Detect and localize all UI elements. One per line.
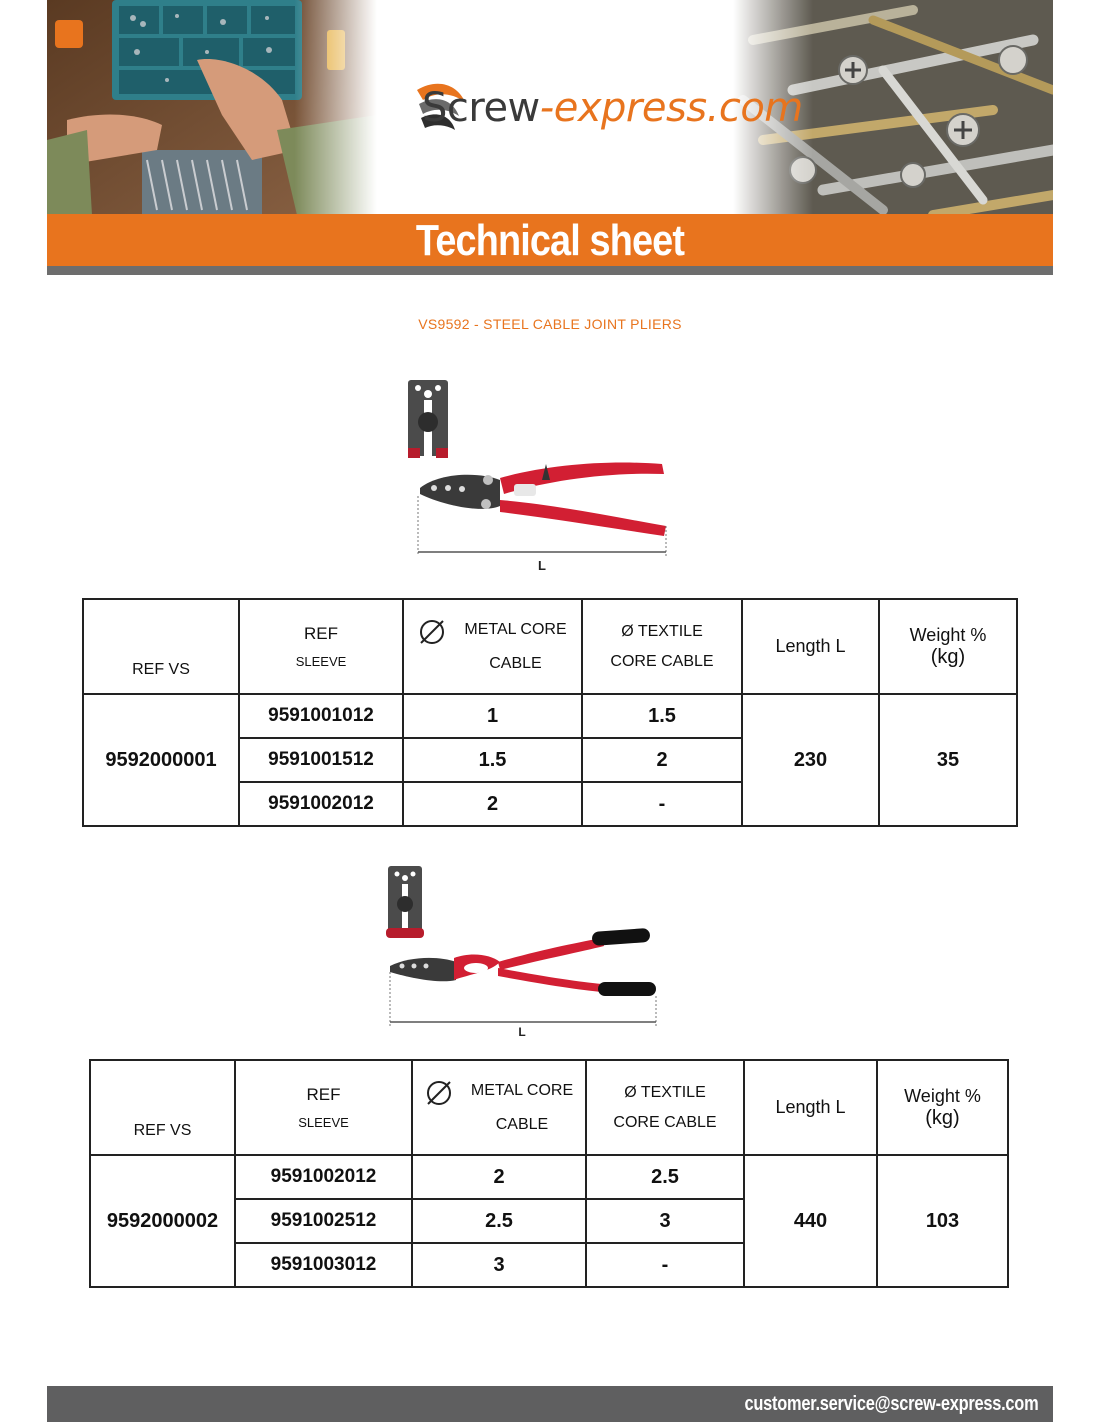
brand-name-suffix: -express.com — [539, 85, 803, 131]
col-textile-label-1: Ø TEXTILE — [621, 622, 703, 640]
pliers-small-image — [400, 376, 680, 572]
col-metal-core — [412, 1060, 586, 1155]
textile-cell: 3 — [586, 1199, 744, 1243]
header-row — [83, 599, 1017, 694]
table-row — [83, 694, 1017, 738]
sleeve-cell: 9591003012 — [235, 1243, 412, 1287]
col-textile-core — [586, 1060, 744, 1155]
jaw-detail-icon — [408, 380, 448, 458]
col-weight-label-2: (kg) — [925, 1106, 960, 1129]
weight-cell: 103 — [877, 1155, 1008, 1287]
jaw-detail-icon — [386, 866, 424, 938]
weight-cell: 35 — [879, 694, 1017, 826]
metal-cell: 1.5 — [403, 738, 582, 782]
metal-cell: 2.5 — [412, 1199, 586, 1243]
col-metal-label-1: METAL CORE — [470, 1081, 574, 1099]
spec-table-2 — [89, 1059, 1009, 1288]
header-banner — [47, 0, 1053, 215]
dimension-label: L — [538, 558, 546, 572]
col-length: Length L — [742, 599, 879, 694]
textile-cell: 2.5 — [586, 1155, 744, 1199]
metal-cell: 2 — [412, 1155, 586, 1199]
col-metal-label-2: CABLE — [495, 1115, 549, 1133]
title-bar-shadow — [47, 266, 1053, 275]
col-sleeve-label: SLEEVE — [295, 654, 347, 669]
col-textile-core — [582, 599, 742, 694]
length-cell: 230 — [742, 694, 879, 826]
textile-cell: - — [582, 782, 742, 826]
table-row — [90, 1155, 1008, 1199]
dimension-label: L — [518, 1025, 526, 1039]
pliers-large-image — [380, 862, 670, 1040]
col-weight — [879, 599, 1017, 694]
diameter-icon — [425, 1079, 453, 1107]
ref-vs-cell: 9592000002 — [90, 1155, 235, 1287]
header-row — [90, 1060, 1008, 1155]
col-metal-label-2: CABLE — [489, 654, 542, 672]
col-ref-sleeve — [235, 1060, 412, 1155]
contact-email-link[interactable]: customer.service@screw-express.com — [744, 1393, 1038, 1415]
sleeve-cell: 9591001512 — [239, 738, 403, 782]
spec-table-1 — [82, 598, 1018, 827]
textile-cell: - — [586, 1243, 744, 1287]
sleeve-cell: 9591001012 — [239, 694, 403, 738]
metal-cell: 1 — [403, 694, 582, 738]
sleeve-cell: 9591002012 — [239, 782, 403, 826]
brand-name — [422, 85, 803, 131]
col-weight-label-1: Weight % — [909, 624, 987, 645]
ref-vs-cell: 9592000001 — [83, 694, 239, 826]
product-title: VS9592 - STEEL CABLE JOINT PLIERS — [418, 316, 682, 332]
col-textile-label-1: Ø TEXTILE — [624, 1083, 706, 1101]
length-cell: 440 — [744, 1155, 877, 1287]
col-weight — [877, 1060, 1008, 1155]
brand-name-main: Screw — [422, 85, 540, 131]
col-ref-sleeve — [239, 599, 403, 694]
col-ref-label: REF — [306, 1085, 341, 1104]
metal-cell: 2 — [403, 782, 582, 826]
col-ref-vs: REF VS — [90, 1060, 235, 1155]
col-ref-vs: REF VS — [83, 599, 239, 694]
sheet-title: Technical sheet — [415, 216, 685, 265]
textile-cell: 2 — [582, 738, 742, 782]
col-weight-label-1: Weight % — [904, 1085, 981, 1106]
metal-cell: 3 — [412, 1243, 586, 1287]
col-ref-label: REF — [304, 624, 338, 643]
banner-left-photo — [47, 0, 377, 215]
col-length: Length L — [744, 1060, 877, 1155]
col-textile-label-2: CORE CABLE — [610, 652, 714, 670]
textile-cell: 1.5 — [582, 694, 742, 738]
col-metal-label-1: METAL CORE — [464, 620, 567, 638]
col-metal-core — [403, 599, 582, 694]
sleeve-cell: 9591002512 — [235, 1199, 412, 1243]
col-sleeve-label: SLEEVE — [298, 1115, 349, 1130]
col-weight-label-2: (kg) — [930, 645, 966, 668]
sleeve-cell: 9591002012 — [235, 1155, 412, 1199]
diameter-icon — [418, 618, 446, 646]
col-textile-label-2: CORE CABLE — [613, 1113, 717, 1131]
